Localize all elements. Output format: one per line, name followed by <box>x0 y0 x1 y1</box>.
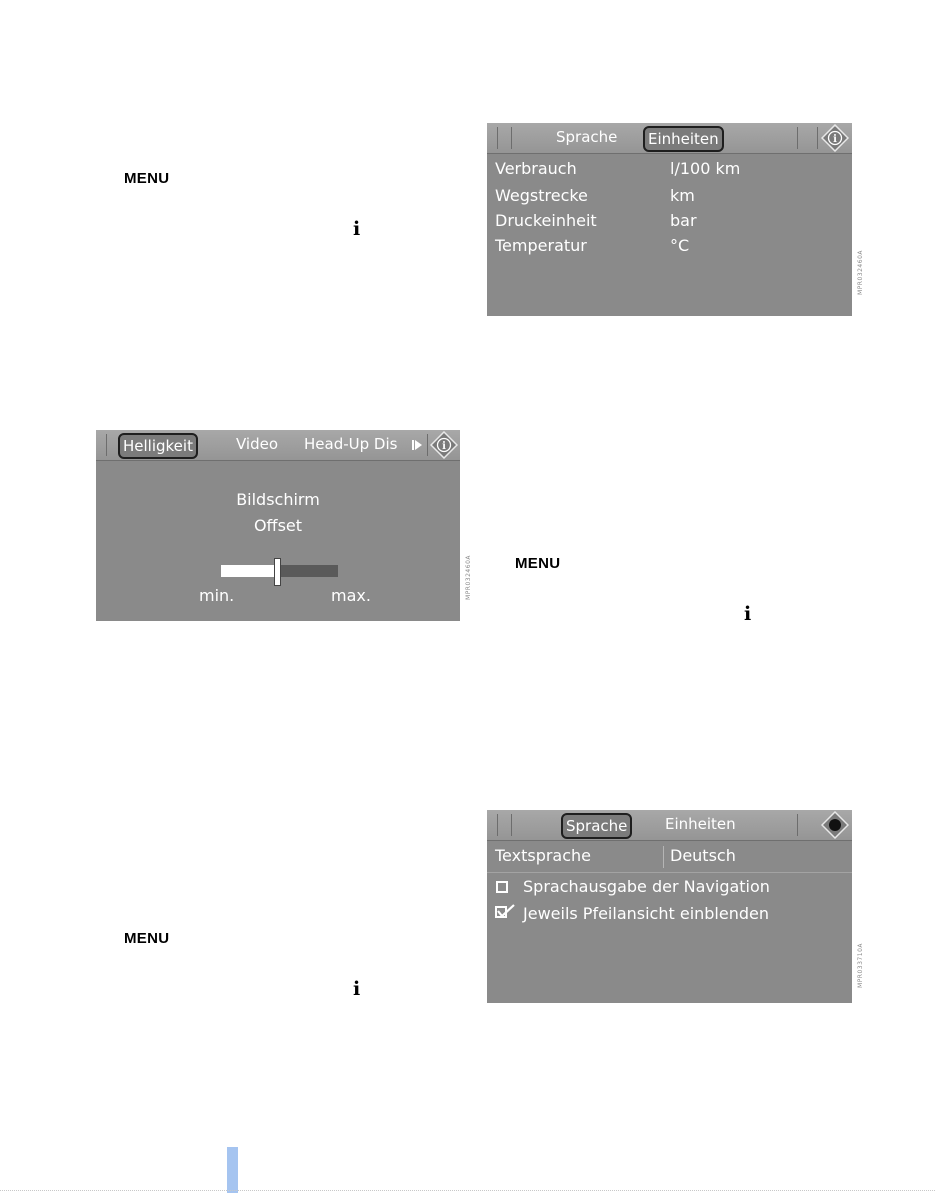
text-language-row[interactable] <box>487 844 852 873</box>
slider-fill <box>221 565 277 577</box>
units-screen <box>487 123 852 316</box>
menu-button-label: MENU <box>124 930 170 947</box>
tab-sprache[interactable]: Sprache <box>561 813 632 839</box>
tab-bar <box>96 430 460 461</box>
option-label: Jeweils Pfeilansicht einblenden <box>523 904 769 923</box>
page-edge-marker <box>227 1147 238 1193</box>
max-label: max. <box>331 586 371 605</box>
image-code: MPR032460A <box>857 250 864 295</box>
checkbox-unchecked[interactable] <box>495 880 509 894</box>
tab-sprache[interactable]: Sprache <box>556 128 618 146</box>
tab-bar <box>487 810 852 841</box>
image-code: MPR032460A <box>465 555 472 600</box>
language-screen <box>487 810 852 1003</box>
tab-helligkeit[interactable]: Helligkeit <box>118 433 198 459</box>
tab-bar <box>487 123 852 154</box>
field-value[interactable]: Deutsch <box>670 846 736 865</box>
menu-button-label: MENU <box>124 170 170 187</box>
info-icon: i <box>744 603 752 625</box>
tab-head-up-display[interactable]: Head-Up Dis <box>304 435 398 453</box>
info-icon: i <box>353 218 361 240</box>
svg-text:i: i <box>442 441 446 452</box>
tab-video[interactable]: Video <box>236 435 279 453</box>
setting-subtitle: Offset <box>253 516 303 535</box>
setting-title: Bildschirm <box>236 490 320 509</box>
row-label: Wegstrecke <box>495 186 588 205</box>
svg-text:i: i <box>833 134 837 145</box>
row-label: Temperatur <box>495 236 587 255</box>
row-label: Druckeinheit <box>495 211 597 230</box>
info-controller-icon[interactable] <box>430 431 458 459</box>
brightness-screen <box>96 430 460 621</box>
brightness-slider[interactable] <box>221 565 338 577</box>
tab-einheiten[interactable]: Einheiten <box>665 815 736 833</box>
controller-icon[interactable] <box>821 811 849 839</box>
option-label: Sprachausgabe der Navigation <box>523 877 770 896</box>
row-value[interactable]: °C <box>670 236 690 255</box>
min-label: min. <box>199 586 235 605</box>
slider-handle[interactable] <box>274 558 281 586</box>
footer-rule <box>0 1190 935 1192</box>
image-code: MPR033710A <box>857 943 864 988</box>
arrow-right-icon[interactable] <box>412 439 422 451</box>
menu-button-label: MENU <box>515 555 561 572</box>
tab-einheiten[interactable]: Einheiten <box>643 126 724 152</box>
info-controller-icon[interactable] <box>821 124 849 152</box>
row-value[interactable]: l/100 km <box>670 159 741 178</box>
row-label: Verbrauch <box>495 159 577 178</box>
row-value[interactable]: km <box>670 186 695 205</box>
field-label: Textsprache <box>495 846 592 865</box>
checkbox-checked[interactable] <box>494 904 516 920</box>
info-icon: i <box>353 978 361 1000</box>
row-value[interactable]: bar <box>670 211 697 230</box>
